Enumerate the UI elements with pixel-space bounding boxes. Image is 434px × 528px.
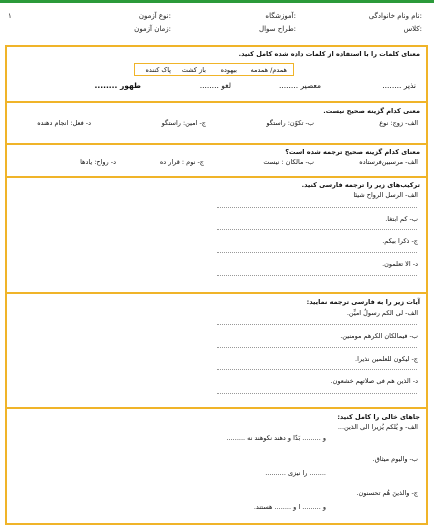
q3-option-a[interactable]: الف- مرسبین‌فرستاده: [359, 158, 418, 166]
page-number: ۱: [8, 12, 12, 20]
q3-option-c[interactable]: ج- نوم : قرار ده: [159, 158, 204, 166]
top-accent-bar: [0, 0, 434, 3]
answer-line[interactable]: [217, 347, 417, 348]
q4-instruction: ترکیب‌های زیر را ترجمه فارسی کنید.: [301, 181, 420, 189]
q1-blank-2: معصیر ........: [279, 81, 321, 90]
word-bank-item: بیهوده: [220, 66, 237, 74]
q1-blank-1: نذیر ........: [382, 81, 416, 90]
question-1: [7, 47, 426, 103]
question-4: [7, 178, 426, 294]
answer-line[interactable]: [217, 275, 417, 276]
question-3: [7, 145, 426, 178]
q6-item-c: ج- والذینَ هُم تحسنون.: [356, 489, 418, 497]
q2-option-b[interactable]: ب- تکوّن: راستگو: [266, 119, 314, 127]
q5-item-d: د- الذین هم فی صلاتهم خشعون.: [330, 377, 418, 385]
q6-blank-b[interactable]: ........ را نیزی ..........: [265, 469, 326, 477]
q6-blank-a[interactable]: و ......... بَدّا و دهند نکوهند نه .........: [226, 434, 326, 442]
q2-instruction: معنی کدام گزینه صحیح نیست.: [323, 107, 420, 115]
q6-instruction: جاهای خالی را کامل کنید:: [337, 413, 420, 421]
q3-instruction: معنای کدام گزینه صحیح ترجمه شده است؟: [285, 148, 420, 156]
answer-line[interactable]: [217, 393, 417, 394]
q6-item-a: الف- و یُلکم یُزیرا الی الذین...: [337, 423, 418, 431]
q5-item-a: الف- لی الکم رسولٌ امیِّن.: [346, 309, 418, 317]
school-label: آموزشگاه:: [265, 12, 296, 20]
exam-time-label: زمان آزمون:: [134, 25, 171, 33]
q5-item-c: ج- لیکون للعلمین نذیرا.: [355, 355, 418, 363]
answer-line[interactable]: [217, 207, 417, 208]
answer-line[interactable]: [217, 324, 417, 325]
word-bank: [134, 63, 294, 76]
q3-option-d[interactable]: د- رواح: یادها: [80, 158, 116, 166]
q4-item-c: ج- ذکرا بیکم.: [382, 237, 418, 245]
word-bank-item: پاک کننده: [145, 66, 171, 74]
q5-instruction: آیات زیر را به فارسی ترجمه نمایید:: [306, 298, 420, 306]
q1-blank-4: طهور ........: [94, 81, 141, 90]
answer-line[interactable]: [217, 369, 417, 370]
answer-line[interactable]: [217, 229, 417, 230]
question-5: [7, 294, 426, 409]
answer-line[interactable]: [217, 252, 417, 253]
word-bank-item: باز کشت: [181, 66, 206, 74]
q5-item-b: ب- فیمالکان الکرهم مومنین.: [340, 332, 418, 340]
q1-instruction: معنای کلمات را با استفاده از کلمات داده شده کامل کنید.: [238, 50, 420, 58]
word-bank-item: همدم/ همدمه: [250, 66, 287, 74]
q4-item-b: ب- کم ابتغا.: [385, 215, 418, 223]
q2-option-c[interactable]: ج- امین: راستگو: [161, 119, 206, 127]
designer-label: طراح سوال:: [259, 25, 296, 33]
q4-item-a: الف- الرسل الرواح شیئا: [353, 191, 418, 199]
class-label: کلاس:: [403, 25, 422, 33]
question-6: [7, 409, 426, 523]
exam-type-label: نوع آزمون:: [138, 12, 171, 20]
family-name-label: نام ونام خانوادگی:: [368, 12, 422, 20]
q1-blank-3: لغو ........: [199, 81, 231, 90]
q4-item-d: د- الا تعلمون.: [382, 260, 418, 268]
q3-option-b[interactable]: ب- مالکان : نیست: [263, 158, 314, 166]
q2-option-a[interactable]: الف- زوج: نوع: [379, 119, 418, 127]
q6-item-b: ب- والیوم میثاق.: [372, 455, 418, 463]
q2-option-d[interactable]: د- فعل: انجام دهنده: [37, 119, 91, 127]
exam-sheet: [5, 45, 428, 525]
question-2: [7, 103, 426, 145]
q6-blank-c[interactable]: و ......... ا و ........ هستند.: [253, 503, 326, 511]
